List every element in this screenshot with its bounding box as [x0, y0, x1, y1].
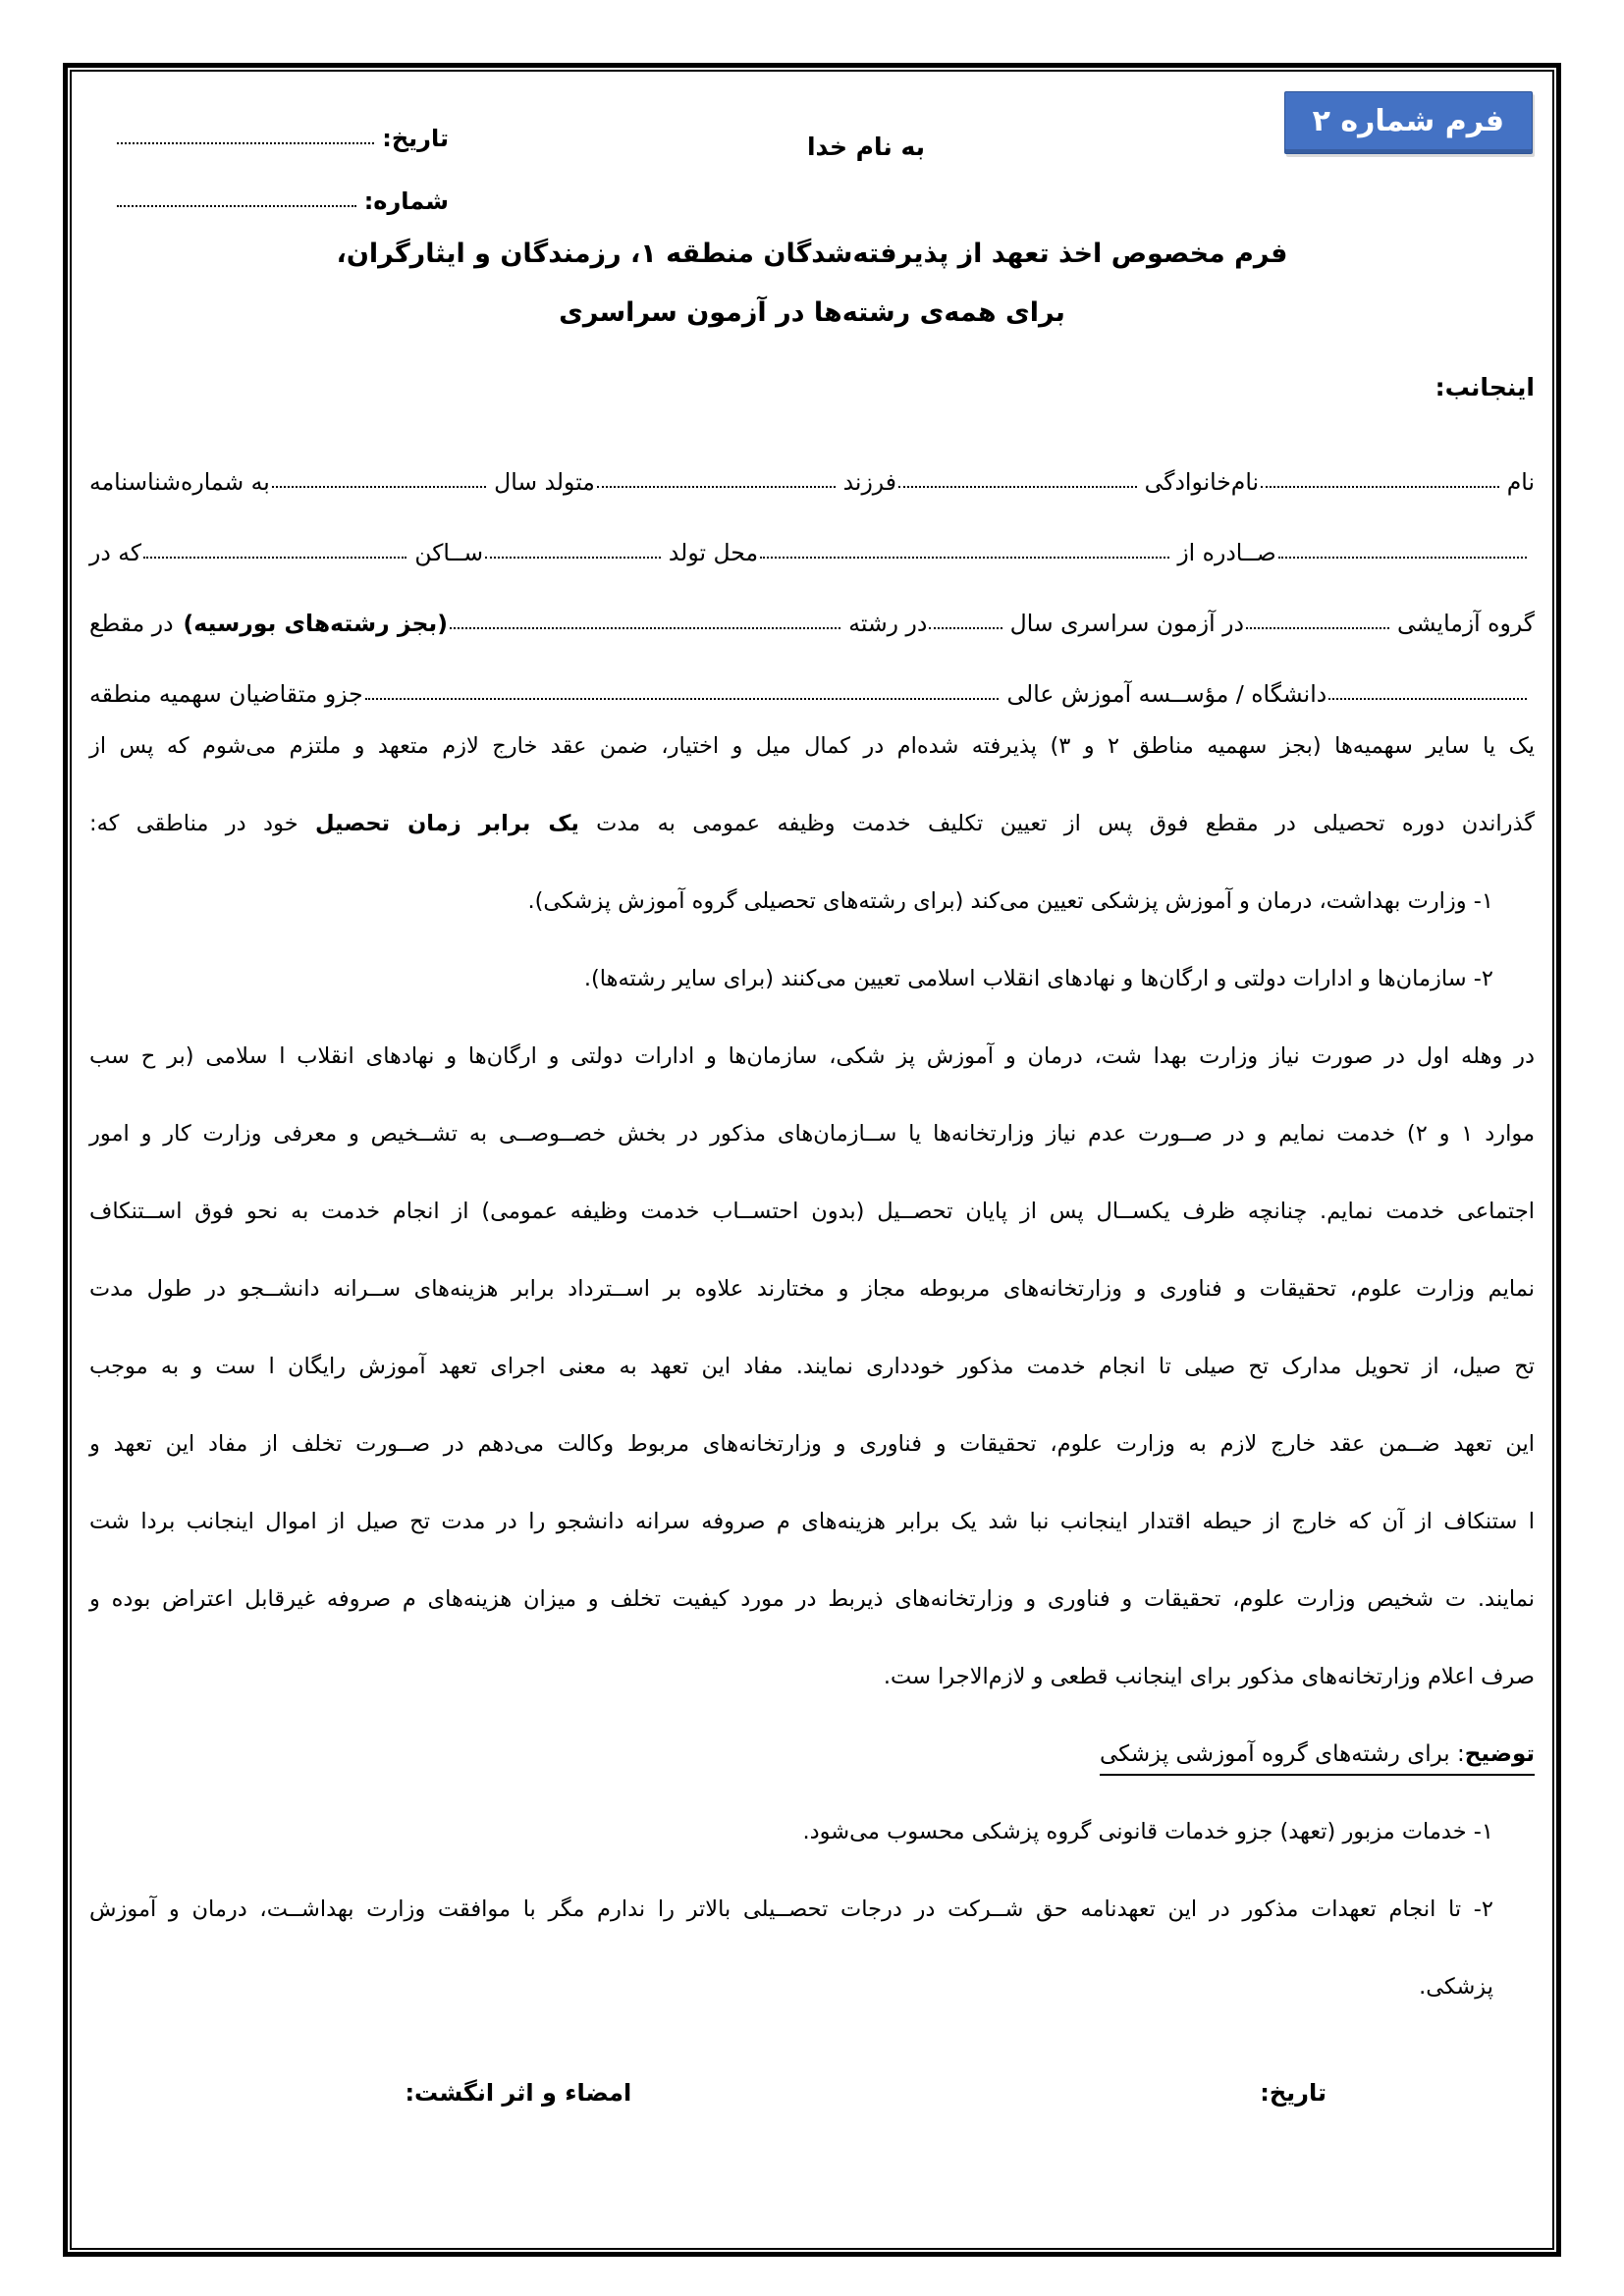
pledge-line-2: [89, 785, 1535, 863]
text-segment: یک یا سایر سهمیه‌ها (بجز سهمیه مناطق ۲ و ۳) پذیرفته شده‌ام در کمال میل و اختیار، ضمن عقد خارج لازم متعهد و ملتزم می‌شوم که پس از: [89, 733, 1535, 759]
number-label: شماره:: [363, 187, 449, 215]
form-title-line1: فرم مخصوص اخذ تعهد از پذیرفته‌شدگان منطقه ۱، رزمندگان و ایثارگران،: [336, 239, 1288, 269]
dotted-blank: [485, 557, 661, 559]
footer-date-label: تاریخ:: [1260, 2079, 1326, 2107]
text-segment: دانشگاه / مؤســسه آموزش عالی: [1006, 680, 1327, 708]
footer: [89, 2063, 1535, 2122]
paragraph-line: تح صیل، از تحویل مدارک تح صیلی تا انجام خدمت مذکور خودداری نمایند. مفاد این تعهد به معنی اجرای تعهد آموزش رایگان ا ست و به موجب: [89, 1354, 1535, 1379]
dotted-blank: [1246, 627, 1389, 629]
text-segment: خود در مناطقی که:: [89, 811, 315, 836]
form-number-badge: فرم شماره ۲: [1284, 91, 1533, 154]
note-heading-text: [1100, 1741, 1535, 1776]
form-line-university: [89, 637, 1535, 708]
form-line-exam-group: [89, 566, 1535, 637]
dotted-blank: [898, 486, 1137, 488]
date-number-block: [115, 89, 449, 215]
text-segment: متولد سال: [494, 468, 595, 496]
paragraph-line: نمایند. ت شخیص وزارت علوم، تحقیقات و فناوری و وزارتخانه‌های ذیربط در مورد کیفیت تخلف و میزان هزینه‌های م صروفه غیرقابل اعتراض بوده و: [89, 1586, 1535, 1612]
text-segment: توضیح: [1464, 1741, 1535, 1767]
form-line-name: [89, 425, 1535, 496]
text-segment: نام‌خانوادگی: [1144, 468, 1260, 496]
dotted-blank: [597, 486, 836, 488]
pledge-item-1: ۱- وزارت بهداشت، درمان و آموزش پزشکی تعیین می‌کند (برای رشته‌های تحصیلی گروه آموزش پزشکی).: [527, 888, 1493, 914]
text-segment: در مقطع: [89, 610, 174, 637]
paragraph-line: موارد ۱ و ۲) خدمت نمایم و در صــورت عدم نیاز وزارتخانه‌ها یا ســازمان‌های مذکور در بخش خصــوصــی به تشــخیص و معرفی وزارت کار و امور: [89, 1121, 1536, 1147]
dotted-blank: [760, 557, 1169, 559]
paragraph-line: در وهله اول در صورت نیاز وزارت بهدا شت، درمان و آموزش پز شکی، سازمان‌ها و ادارات دولتی و ارگان‌ها و نهادهای انقلاب ا سلامی (بر ح سب: [89, 1043, 1535, 1069]
number-row: [115, 152, 449, 215]
applicant-label: اینجانب:: [1435, 373, 1535, 401]
bismillah-text: به نام خدا: [806, 133, 926, 161]
paragraph-line: صرف اعلام وزارتخانه‌های مذکور برای اینجانب قطعی و لازم‌الاجرا ست.: [883, 1664, 1535, 1689]
note-item-1: ۱- خدمات مزبور (تعهد) جزو خدمات قانونی گروه پزشکی محسوب می‌شود.: [802, 1819, 1493, 1844]
text-segment: : برای رشته‌های گروه آموزشی پزشکی: [1099, 1741, 1465, 1767]
paragraph-line: اجتماعی خدمت نمایم. چنانچه ظرف یکســال پس از پایان تحصــیل (بدون احتســاب خدمت وظیفه عمومی) از انجام خدمت به نحو فوق اســتنکاف: [89, 1199, 1535, 1224]
text-segment: ســاکن: [414, 539, 484, 566]
note-heading: [89, 1716, 1535, 1793]
dotted-blank: [929, 627, 1001, 629]
dotted-blank: [1328, 698, 1527, 700]
text-segment: صــادره از: [1177, 539, 1276, 566]
dotted-blank: [450, 627, 840, 629]
text-segment: محل تولد: [668, 539, 759, 566]
pledge-paragraph: [89, 1018, 1535, 1716]
text-segment: گروه آزمایشی: [1396, 610, 1535, 637]
number-blank: [117, 205, 356, 207]
pledge-line-1: [89, 708, 1535, 785]
pledge-item-2: ۲- سازمان‌ها و ادارات دولتی و ارگان‌ها و نهادهای انقلاب اسلامی تعیین می‌کنند (برای سایر رشته‌ها).: [583, 966, 1493, 991]
text-segment: جزو متقاضیان سهمیه منطقه: [89, 680, 363, 708]
text-segment: در آزمون سراسری سال: [1009, 610, 1244, 637]
note-item-2-continuation: پزشکی.: [1419, 1974, 1493, 2000]
date-label: تاریخ:: [382, 125, 449, 152]
paragraph-line: نمایم وزارت علوم، تحقیقات و فناوری و وزارتخانه‌های مربوطه مجاز و مختارند علاوه بر اســترداد برابر هزینه‌های ســرانه دانشــجو در طول مدت: [89, 1276, 1535, 1302]
dotted-blank: [1261, 486, 1499, 488]
form-title-line2: برای همه‌ی رشته‌ها در آزمون سراسری: [559, 297, 1065, 328]
dotted-blank: [1278, 557, 1527, 559]
text-segment: یک برابر زمان تحصیل: [314, 811, 579, 836]
text-segment: گذراندن دوره تحصیلی در مقطع فوق پس از تعیین تکلیف خدمت وظیفه عمومی به مدت: [578, 811, 1536, 836]
form-line-issued-from: [89, 496, 1535, 566]
text-segment: نام: [1506, 468, 1535, 496]
dotted-blank: [143, 557, 406, 559]
paragraph-line: این تعهد ضــمن عقد خارج لازم به وزارت علوم، تحقیقات و فناوری و وزارتخانه‌های مربوط وکالت می‌دهم در صــورت تخلف از مفاد این تعهد و: [89, 1431, 1535, 1457]
footer-signature-label: امضاء و اثر انگشت:: [405, 2079, 632, 2107]
text-segment: به شماره‌شناسنامه: [88, 468, 270, 496]
text-segment: فرزند: [842, 468, 896, 496]
header: [89, 80, 1535, 225]
note-item-2: ۲- تا انجام تعهدات مذکور در این تعهدنامه حق شــرکت در درجات تحصــیلی بالاتر را ندارم مگر با موافقت وزارت بهداشــت، درمان و آموزش: [89, 1896, 1493, 1922]
text-segment: که در: [89, 539, 142, 566]
dotted-blank: [365, 698, 1000, 700]
text-segment: در رشته: [848, 610, 928, 637]
text-segment: (بجز رشته‌های بورسیه): [183, 610, 448, 637]
page-border-outer: [63, 63, 1561, 2257]
page-border-inner: [70, 70, 1554, 2250]
date-row: [115, 89, 449, 152]
paragraph-line: ا ستنکاف از آن که خارج از حیطه اقتدار اینجانب نبا شد یک برابر هزینه‌های م صروفه سرانه دانشجو را در مدت تح صیل از اموال اینجانب بردا شت: [89, 1509, 1535, 1534]
date-blank: [117, 142, 374, 144]
dotted-blank: [272, 486, 486, 488]
